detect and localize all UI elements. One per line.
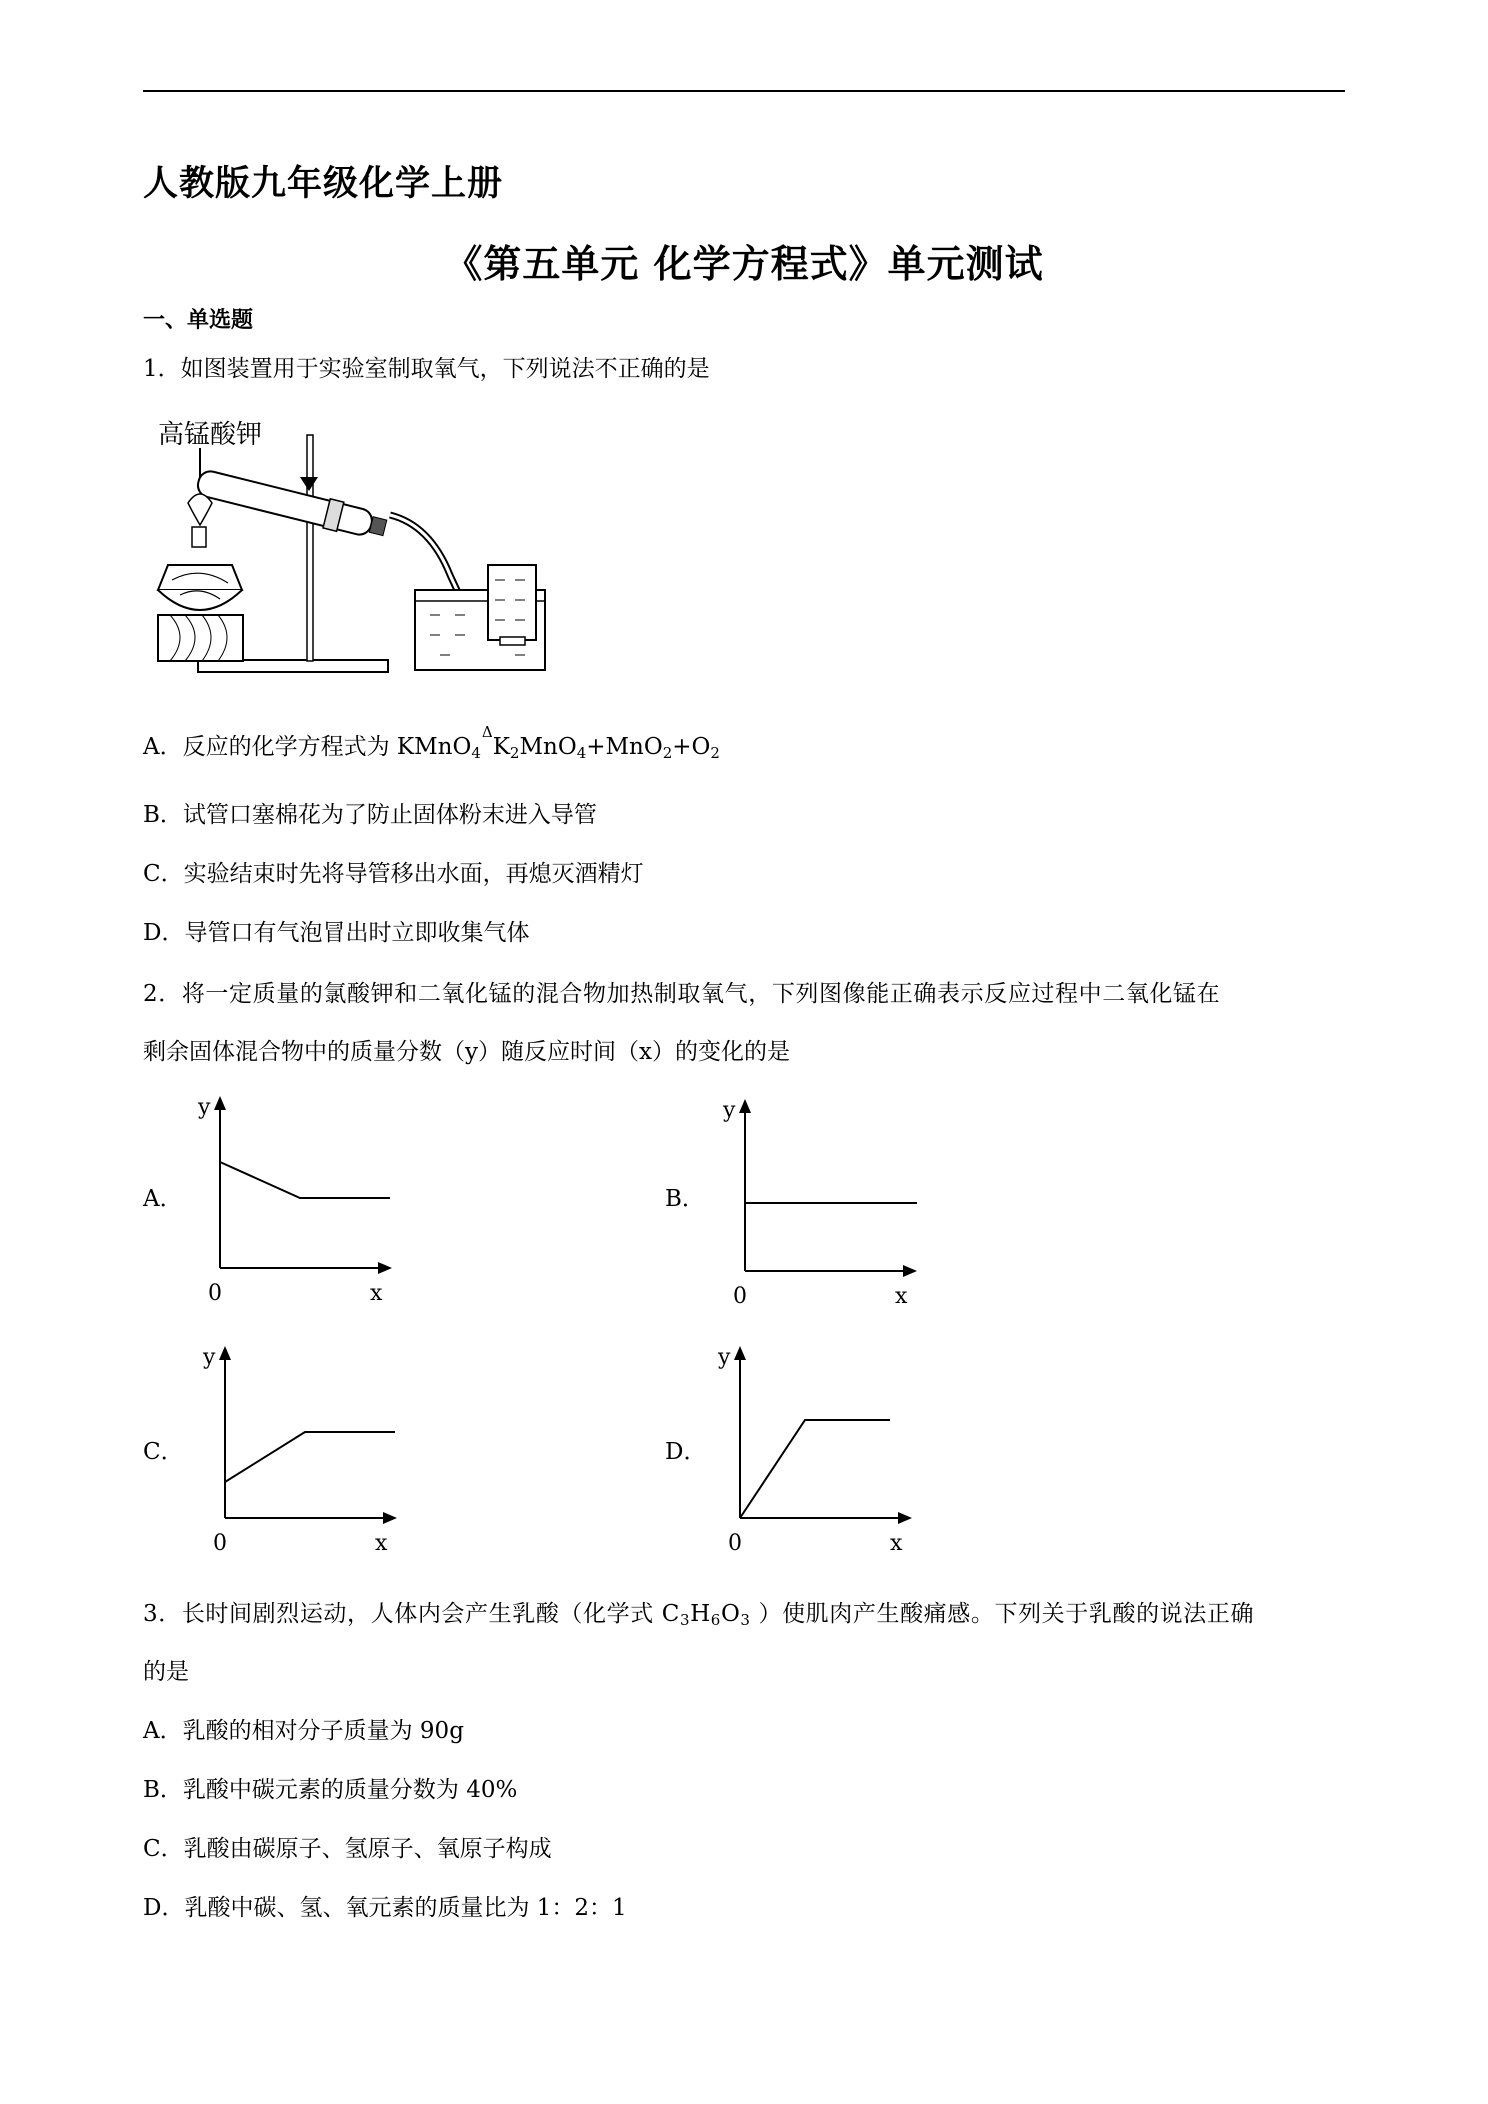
q2-graph-d — [710, 1340, 930, 1555]
svg-text:x: x — [895, 1284, 908, 1308]
figure-label: 高锰酸钾 — [158, 420, 263, 450]
q2-graph-a — [190, 1090, 410, 1305]
oxygen-apparatus-figure — [150, 415, 550, 680]
q2-graph-b — [715, 1093, 935, 1308]
document-title: 人教版九年级化学上册 — [143, 164, 504, 204]
q2-option-b-label: B． — [665, 1186, 705, 1212]
svg-text:y: y — [198, 1095, 211, 1120]
svg-text:y: y — [723, 1098, 736, 1123]
header-rule — [143, 90, 1345, 92]
svg-text:x: x — [890, 1531, 903, 1555]
q2-graph-c — [195, 1340, 415, 1555]
section-heading: 一、单选题 — [143, 308, 254, 333]
q2-stem-line2: 剩余固体混合物中的质量分数（y）随反应时间（x）的变化的是 — [143, 1039, 790, 1065]
svg-text:y: y — [718, 1345, 731, 1370]
svg-text:y: y — [203, 1345, 216, 1370]
q2-option-d-label: D． — [665, 1439, 707, 1465]
q2-stem-line1: 2．将一定质量的氯酸钾和二氧化锰的混合物加热制取氧气，下列图像能正确表示反应过程中二氧化锰在 — [143, 981, 1221, 1007]
q1-option-d: D．导管口有气泡冒出时立即收集气体 — [143, 920, 530, 946]
q3-stem-line1: 3．长时间剧烈运动，人体内会产生乳酸（化学式 $C_3H_6O_3$ ）使肌肉产生酸痛感。下列关于乳酸的说法正确 — [143, 1601, 1255, 1629]
document-subtitle: 《第五单元 化学方程式》单元测试 — [444, 242, 1044, 286]
q1-option-b: B．试管口塞棉花为了防止固体粉末进入导管 — [143, 802, 597, 828]
q3-option-a: A．乳酸的相对分子质量为 90g — [143, 1718, 464, 1744]
q2-option-a-label: A． — [143, 1186, 183, 1212]
svg-text:0: 0 — [733, 1284, 747, 1308]
q1-option-c: C．实验结束时先将导管移出水面，再熄灭酒精灯 — [143, 861, 644, 887]
q1-stem: 1．如图装置用于实验室制取氧气，下列说法不正确的是 — [143, 356, 710, 382]
svg-text:0: 0 — [213, 1531, 227, 1555]
svg-text:0: 0 — [208, 1281, 222, 1305]
svg-text:x: x — [370, 1281, 383, 1305]
q1-option-a: A．反应的化学方程式为 $KMnO_4^\Delta K_2MnO_4+MnO_2+O_2$ — [143, 723, 720, 762]
q3-option-c: C．乳酸由碳原子、氢原子、氧原子构成 — [143, 1836, 552, 1862]
svg-text:0: 0 — [728, 1531, 742, 1555]
q3-option-b: B．乳酸中碳元素的质量分数为 40% — [143, 1777, 518, 1803]
q2-option-c-label: C． — [143, 1439, 184, 1465]
svg-text:x: x — [375, 1531, 388, 1555]
q3-stem-line2: 的是 — [143, 1659, 189, 1685]
q3-option-d: D．乳酸中碳、氢、氧元素的质量比为 1：2：1 — [143, 1895, 627, 1921]
